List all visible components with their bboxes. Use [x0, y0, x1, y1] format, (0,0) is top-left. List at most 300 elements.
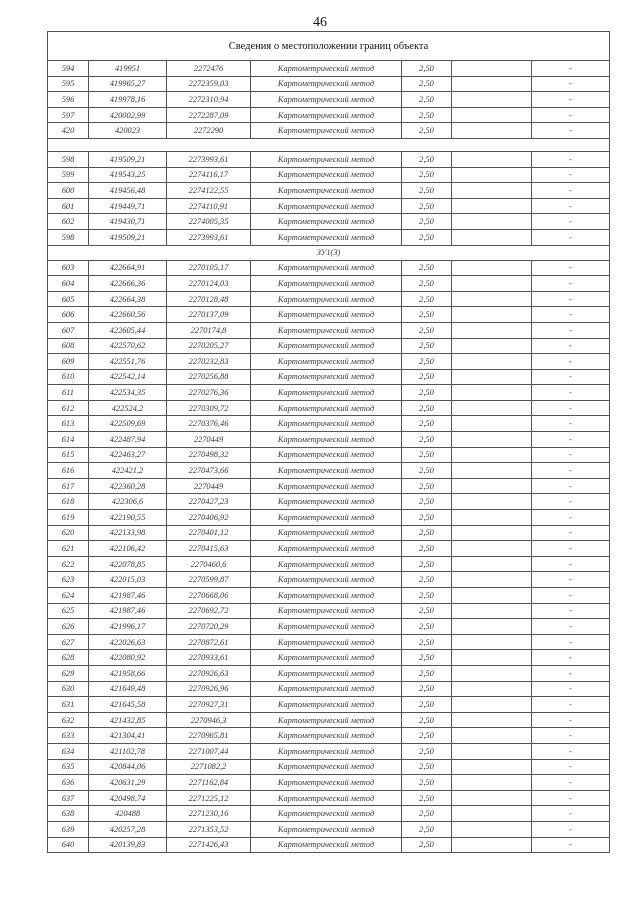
- table-cell: Картометрический метод: [251, 634, 402, 650]
- table-row: [48, 541, 610, 557]
- table-cell: 2270406,92: [167, 510, 251, 526]
- table-cell: 421649,48: [89, 681, 167, 697]
- table-cell: -: [532, 790, 610, 806]
- table-cell: 2,50: [402, 291, 452, 307]
- table-cell: 2271225,12: [167, 790, 251, 806]
- table-cell: 2270599,87: [167, 572, 251, 588]
- table-row: [48, 61, 610, 77]
- table-cell: 419978,16: [89, 92, 167, 108]
- table-cell: [452, 276, 532, 292]
- table-row: [48, 463, 610, 479]
- table-cell: [452, 837, 532, 853]
- table-cell: 2270137,09: [167, 307, 251, 323]
- table-row: [48, 712, 610, 728]
- table-cell: 2270872,61: [167, 634, 251, 650]
- table-cell: 617: [48, 478, 89, 494]
- table-cell: 640: [48, 837, 89, 853]
- table-row: [48, 416, 610, 432]
- table-cell: 2,50: [402, 61, 452, 77]
- table-cell: -: [532, 821, 610, 837]
- table-cell: 2270401,12: [167, 525, 251, 541]
- table-cell: -: [532, 588, 610, 604]
- table-cell: 2270427,23: [167, 494, 251, 510]
- table-row: [48, 790, 610, 806]
- table-cell: 421958,66: [89, 665, 167, 681]
- table-row: [48, 494, 610, 510]
- table-row: [48, 322, 610, 338]
- table-cell: -: [532, 61, 610, 77]
- table-row: [48, 354, 610, 370]
- table-cell: -: [532, 697, 610, 713]
- table-cell: [452, 76, 532, 92]
- table-cell: 422306,6: [89, 494, 167, 510]
- table-cell: 2,50: [402, 556, 452, 572]
- table-row: [48, 432, 610, 448]
- table-cell: [452, 416, 532, 432]
- table-cell: [452, 634, 532, 650]
- table-cell: 422463,27: [89, 447, 167, 463]
- table-cell: Картометрический метод: [251, 183, 402, 199]
- table-cell: [452, 291, 532, 307]
- table-cell: 419951: [89, 61, 167, 77]
- table-cell: 2271230,16: [167, 806, 251, 822]
- table-row: [48, 385, 610, 401]
- table-cell: 629: [48, 665, 89, 681]
- table-cell: 611: [48, 385, 89, 401]
- table-cell: 631: [48, 697, 89, 713]
- table-cell: -: [532, 92, 610, 108]
- table-cell: -: [532, 307, 610, 323]
- table-cell: [452, 572, 532, 588]
- table-cell: [452, 369, 532, 385]
- table-cell: 420002,99: [89, 107, 167, 123]
- table-cell: 2,50: [402, 712, 452, 728]
- table-cell: 634: [48, 743, 89, 759]
- table-cell: 605: [48, 291, 89, 307]
- table-cell: 594: [48, 61, 89, 77]
- table-row: [48, 603, 610, 619]
- table-cell: Картометрический метод: [251, 107, 402, 123]
- table-cell: 596: [48, 92, 89, 108]
- table-cell: 615: [48, 447, 89, 463]
- table-cell: 2,50: [402, 603, 452, 619]
- table-cell: 2270946,3: [167, 712, 251, 728]
- table-cell: 421645,58: [89, 697, 167, 713]
- table-cell: -: [532, 107, 610, 123]
- table-row: [48, 619, 610, 635]
- table-cell: [452, 743, 532, 759]
- table-cell: 2,50: [402, 806, 452, 822]
- table-cell: [452, 697, 532, 713]
- table-cell: -: [532, 167, 610, 183]
- table-cell: 607: [48, 322, 89, 338]
- table-cell: [452, 123, 532, 139]
- table-cell: -: [532, 650, 610, 666]
- table-cell: 598: [48, 151, 89, 167]
- table-cell: 599: [48, 167, 89, 183]
- table-cell: Картометрический метод: [251, 603, 402, 619]
- table-cell: [452, 510, 532, 526]
- table-cell: -: [532, 728, 610, 744]
- table-row: [48, 775, 610, 791]
- table-cell: [452, 322, 532, 338]
- table-cell: 2273993,61: [167, 229, 251, 245]
- table-cell: 2,50: [402, 416, 452, 432]
- table-row: [48, 806, 610, 822]
- table-row: [48, 369, 610, 385]
- table-row: [48, 447, 610, 463]
- table-cell: Картометрический метод: [251, 728, 402, 744]
- table-cell: 595: [48, 76, 89, 92]
- table-cell: 2,50: [402, 214, 452, 230]
- table-cell: 2,50: [402, 276, 452, 292]
- table-cell: [452, 790, 532, 806]
- table-cell: [452, 650, 532, 666]
- table-cell: -: [532, 837, 610, 853]
- table-cell: -: [532, 494, 610, 510]
- table-cell: [452, 603, 532, 619]
- table-cell: 2274005,35: [167, 214, 251, 230]
- table-cell: -: [532, 806, 610, 822]
- table-cell: 2270692,72: [167, 603, 251, 619]
- table-cell: Картометрический метод: [251, 214, 402, 230]
- table-cell: Картометрический метод: [251, 291, 402, 307]
- table-cell: Картометрический метод: [251, 338, 402, 354]
- table-cell: 422664,38: [89, 291, 167, 307]
- table-row: [48, 291, 610, 307]
- table-cell: 422106,42: [89, 541, 167, 557]
- table-cell: [452, 92, 532, 108]
- table-row: [48, 728, 610, 744]
- table-cell: -: [532, 525, 610, 541]
- table-cell: 623: [48, 572, 89, 588]
- table-cell: 422080,92: [89, 650, 167, 666]
- table-cell: 2274122,55: [167, 183, 251, 199]
- table-cell: 422509,69: [89, 416, 167, 432]
- table-cell: Картометрический метод: [251, 385, 402, 401]
- table-cell: 2270927,31: [167, 697, 251, 713]
- table-cell: 2270232,83: [167, 354, 251, 370]
- table-cell: 422666,36: [89, 276, 167, 292]
- table-row: [48, 400, 610, 416]
- table-cell: 2272359,03: [167, 76, 251, 92]
- table-cell: [452, 260, 532, 276]
- table-cell: Картометрический метод: [251, 229, 402, 245]
- table-cell: 2,50: [402, 494, 452, 510]
- table-cell: 419965,27: [89, 76, 167, 92]
- table-cell: 2270498,32: [167, 447, 251, 463]
- table-cell: [452, 61, 532, 77]
- table-cell: 2,50: [402, 463, 452, 479]
- table-cell: 2271162,84: [167, 775, 251, 791]
- table-cell: 2,50: [402, 743, 452, 759]
- table-cell: [452, 447, 532, 463]
- table-row: [48, 307, 610, 323]
- table-row: [48, 478, 610, 494]
- table-cell: 422660,56: [89, 307, 167, 323]
- table-cell: Картометрический метод: [251, 681, 402, 697]
- table-cell: Картометрический метод: [251, 400, 402, 416]
- table-cell: 2,50: [402, 478, 452, 494]
- table-cell: 597: [48, 107, 89, 123]
- table-cell: Картометрический метод: [251, 525, 402, 541]
- table-cell: -: [532, 759, 610, 775]
- table-cell: -: [532, 634, 610, 650]
- table-cell: 2270933,61: [167, 650, 251, 666]
- table-cell: [452, 806, 532, 822]
- table-cell: 2274110,91: [167, 198, 251, 214]
- table-row: [48, 123, 610, 139]
- table-cell: Картометрический метод: [251, 556, 402, 572]
- table-cell: -: [532, 619, 610, 635]
- table-cell: 422190,55: [89, 510, 167, 526]
- table-row: [48, 821, 610, 837]
- table-cell: 2270276,36: [167, 385, 251, 401]
- table-cell: -: [532, 369, 610, 385]
- table-cell: 630: [48, 681, 89, 697]
- table-cell: 609: [48, 354, 89, 370]
- table-cell: 602: [48, 214, 89, 230]
- table-cell: 2,50: [402, 759, 452, 775]
- table-cell: [452, 712, 532, 728]
- table-cell: 625: [48, 603, 89, 619]
- table-cell: 419543,25: [89, 167, 167, 183]
- section-label: ЗУ1(3): [48, 245, 610, 260]
- table-cell: 422078,85: [89, 556, 167, 572]
- table-cell: 2,50: [402, 432, 452, 448]
- separator-row: [48, 138, 610, 151]
- table-cell: [452, 307, 532, 323]
- table-cell: 2,50: [402, 369, 452, 385]
- table-cell: 638: [48, 806, 89, 822]
- table-cell: 633: [48, 728, 89, 744]
- table-cell: Картометрический метод: [251, 198, 402, 214]
- table-row: [48, 151, 610, 167]
- table-row: [48, 837, 610, 853]
- boundary-coordinates-table: [47, 31, 610, 853]
- table-cell: -: [532, 354, 610, 370]
- table-row: [48, 588, 610, 604]
- table-row: [48, 92, 610, 108]
- table-cell: [452, 432, 532, 448]
- table-cell: 2270128,48: [167, 291, 251, 307]
- table-cell: 420: [48, 123, 89, 139]
- table-cell: [452, 198, 532, 214]
- table-cell: 2,50: [402, 510, 452, 526]
- table-cell: 2272310,94: [167, 92, 251, 108]
- separator-cell: [48, 138, 610, 151]
- table-cell: 2270124,03: [167, 276, 251, 292]
- table-cell: 2,50: [402, 588, 452, 604]
- table-cell: 620: [48, 525, 89, 541]
- table-cell: 624: [48, 588, 89, 604]
- table-cell: [452, 463, 532, 479]
- table-cell: Картометрический метод: [251, 806, 402, 822]
- table-row: [48, 556, 610, 572]
- table-cell: -: [532, 385, 610, 401]
- table-cell: 2271082,2: [167, 759, 251, 775]
- table-cell: 639: [48, 821, 89, 837]
- table-cell: [452, 775, 532, 791]
- table-cell: Картометрический метод: [251, 322, 402, 338]
- table-cell: [452, 665, 532, 681]
- table-row: [48, 634, 610, 650]
- table-cell: 2,50: [402, 400, 452, 416]
- table-cell: -: [532, 743, 610, 759]
- table-row: [48, 338, 610, 354]
- table-cell: 419509,21: [89, 151, 167, 167]
- table-cell: 422534,35: [89, 385, 167, 401]
- table-cell: 2,50: [402, 447, 452, 463]
- table-cell: 632: [48, 712, 89, 728]
- table-cell: -: [532, 276, 610, 292]
- table-cell: -: [532, 416, 610, 432]
- table-cell: 2271353,52: [167, 821, 251, 837]
- table-cell: Картометрический метод: [251, 494, 402, 510]
- table-cell: 2,50: [402, 681, 452, 697]
- table-cell: 2273993,61: [167, 151, 251, 167]
- table-cell: Картометрический метод: [251, 572, 402, 588]
- table-cell: -: [532, 681, 610, 697]
- table-cell: 619: [48, 510, 89, 526]
- table-cell: 419430,71: [89, 214, 167, 230]
- table-row: [48, 650, 610, 666]
- table-cell: 2,50: [402, 229, 452, 245]
- table-cell: Картометрический метод: [251, 541, 402, 557]
- table-row: [48, 198, 610, 214]
- table-cell: [452, 167, 532, 183]
- table-cell: Картометрический метод: [251, 151, 402, 167]
- table-cell: -: [532, 229, 610, 245]
- table-cell: 2274116,17: [167, 167, 251, 183]
- table-cell: 2,50: [402, 572, 452, 588]
- table-row: [48, 76, 610, 92]
- table-row: [48, 229, 610, 245]
- table-cell: [452, 478, 532, 494]
- table-cell: 2270668,06: [167, 588, 251, 604]
- table-cell: 2270926,96: [167, 681, 251, 697]
- table-cell: 420631,29: [89, 775, 167, 791]
- table-cell: 618: [48, 494, 89, 510]
- table-cell: [452, 183, 532, 199]
- table-cell: Картометрический метод: [251, 416, 402, 432]
- table-row: [48, 167, 610, 183]
- table-cell: 2,50: [402, 821, 452, 837]
- table-cell: [452, 494, 532, 510]
- table-cell: 2270376,46: [167, 416, 251, 432]
- table-cell: 421432,85: [89, 712, 167, 728]
- table-cell: 622: [48, 556, 89, 572]
- table-cell: 419456,48: [89, 183, 167, 199]
- table-cell: 627: [48, 634, 89, 650]
- table-cell: [452, 556, 532, 572]
- table-cell: -: [532, 338, 610, 354]
- table-cell: 422133,98: [89, 525, 167, 541]
- table-row: [48, 525, 610, 541]
- table-title-row: [48, 32, 610, 61]
- table-cell: 422570,62: [89, 338, 167, 354]
- table-cell: 2270926,63: [167, 665, 251, 681]
- table-cell: 2270473,66: [167, 463, 251, 479]
- table-cell: -: [532, 775, 610, 791]
- table-cell: 2,50: [402, 151, 452, 167]
- table-cell: Картометрический метод: [251, 276, 402, 292]
- table-cell: Картометрический метод: [251, 478, 402, 494]
- table-cell: 2,50: [402, 198, 452, 214]
- table-cell: 636: [48, 775, 89, 791]
- table-cell: -: [532, 712, 610, 728]
- table-cell: [452, 400, 532, 416]
- table-cell: 2,50: [402, 76, 452, 92]
- table-cell: 603: [48, 260, 89, 276]
- table-cell: [452, 619, 532, 635]
- table-cell: -: [532, 510, 610, 526]
- table-cell: 2270460,6: [167, 556, 251, 572]
- table-cell: Картометрический метод: [251, 759, 402, 775]
- table-cell: 419509,21: [89, 229, 167, 245]
- table-cell: Картометрический метод: [251, 775, 402, 791]
- table-cell: 421304,41: [89, 728, 167, 744]
- table-row: [48, 107, 610, 123]
- table-cell: 610: [48, 369, 89, 385]
- table-cell: [452, 681, 532, 697]
- table-cell: [452, 229, 532, 245]
- table-cell: -: [532, 76, 610, 92]
- table-cell: Картометрический метод: [251, 743, 402, 759]
- table-cell: -: [532, 183, 610, 199]
- table-cell: Картометрический метод: [251, 619, 402, 635]
- section-header-row: [48, 245, 610, 260]
- table-row: [48, 759, 610, 775]
- table-cell: Картометрический метод: [251, 432, 402, 448]
- table-row: [48, 183, 610, 199]
- table-cell: 2,50: [402, 634, 452, 650]
- table-cell: Картометрический метод: [251, 712, 402, 728]
- table-cell: Картометрический метод: [251, 307, 402, 323]
- table-cell: -: [532, 463, 610, 479]
- table-cell: 628: [48, 650, 89, 666]
- table-cell: 616: [48, 463, 89, 479]
- table-row: [48, 260, 610, 276]
- table-cell: 421102,78: [89, 743, 167, 759]
- table-cell: 2,50: [402, 354, 452, 370]
- table-cell: 421987,46: [89, 588, 167, 604]
- table-row: [48, 665, 610, 681]
- table-cell: Картометрический метод: [251, 821, 402, 837]
- table-cell: 601: [48, 198, 89, 214]
- table-cell: 621: [48, 541, 89, 557]
- table-cell: 606: [48, 307, 89, 323]
- table-cell: 2270256,88: [167, 369, 251, 385]
- table-cell: 422551,76: [89, 354, 167, 370]
- table-cell: Картометрический метод: [251, 260, 402, 276]
- table-cell: 2,50: [402, 183, 452, 199]
- table-cell: Картометрический метод: [251, 697, 402, 713]
- table-cell: 2,50: [402, 650, 452, 666]
- table-cell: 598: [48, 229, 89, 245]
- table-cell: 2272290: [167, 123, 251, 139]
- table-cell: Картометрический метод: [251, 665, 402, 681]
- table-row: [48, 697, 610, 713]
- table-cell: 2272287,09: [167, 107, 251, 123]
- table-cell: 614: [48, 432, 89, 448]
- table-cell: 420139,83: [89, 837, 167, 853]
- table-cell: 2,50: [402, 167, 452, 183]
- table-cell: Картометрический метод: [251, 369, 402, 385]
- table-cell: 2,50: [402, 385, 452, 401]
- table-cell: 637: [48, 790, 89, 806]
- table-cell: [452, 354, 532, 370]
